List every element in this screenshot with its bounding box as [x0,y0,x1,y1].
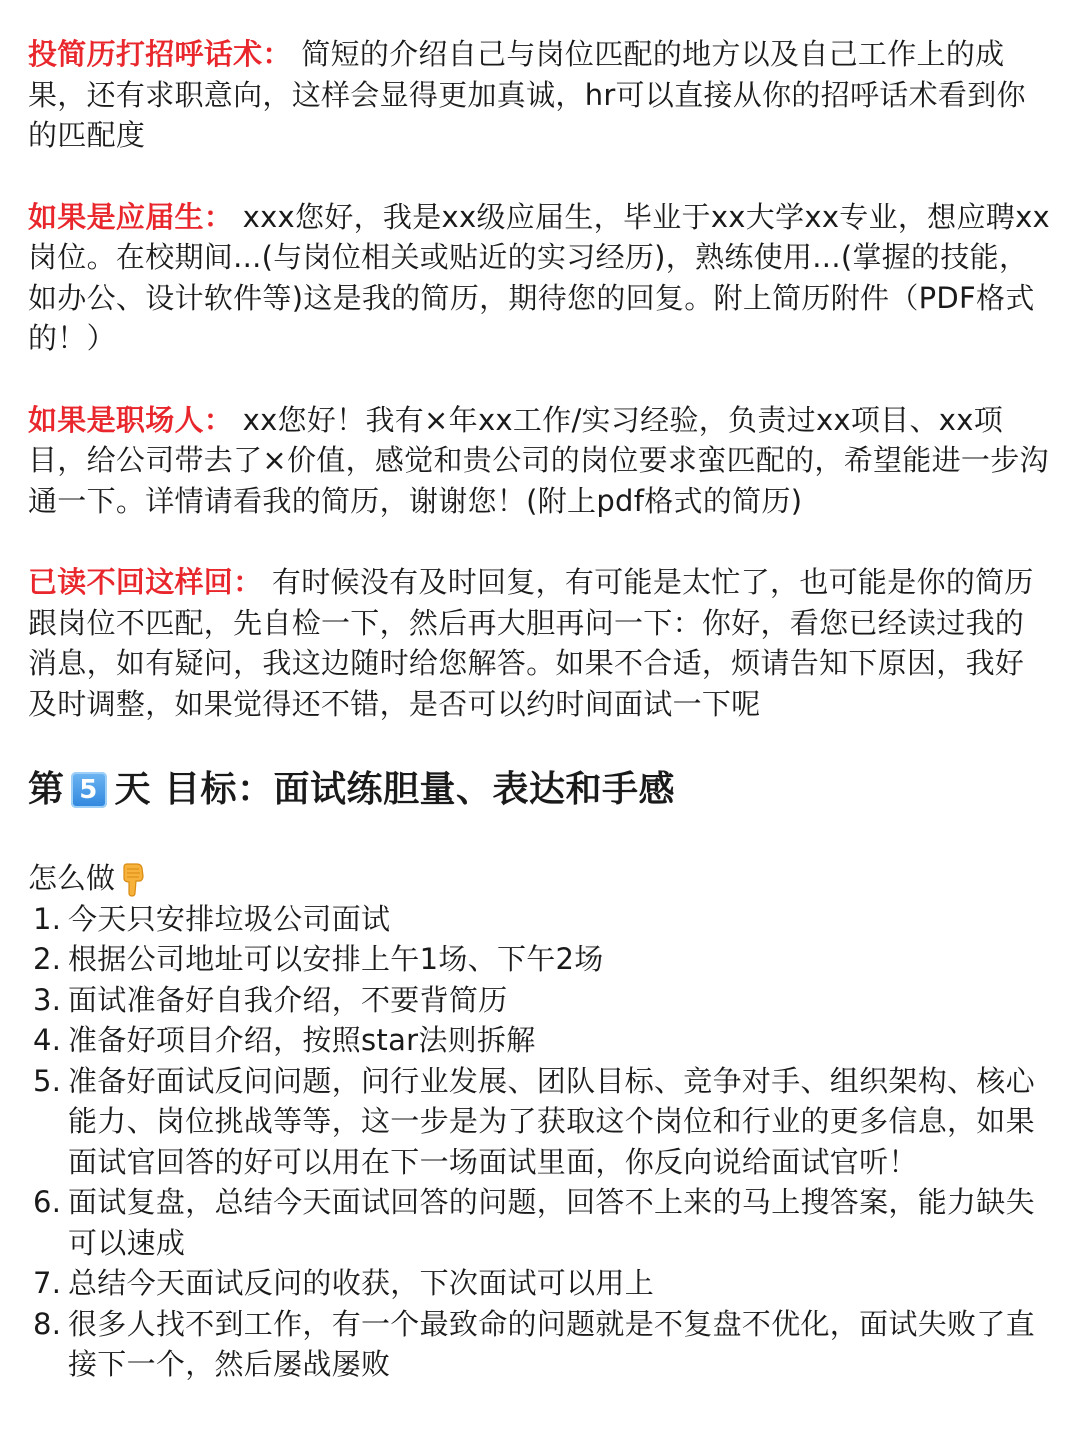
paragraph-greeting-script [28,34,1052,156]
list-item [28,939,1052,980]
list-item-number: 8. [33,1306,62,1341]
list-item-text: 总结今天面试反问的收获，下次面试可以用上 [68,1266,655,1300]
list-item-text: 面试复盘，总结今天面试回答的问题，回答不上来的马上搜答案，能力缺失可以速成 [68,1185,1035,1260]
paragraph-text: 简短的介绍自己与岗位匹配的地方以及自己工作上的成果，还有求职意向，这样会显得更加真诚，hr可以直接从你的招呼话术看到你的匹配度 [28,37,1026,152]
steps-list [28,899,1052,1385]
day-heading-prefix: 第 [28,769,65,810]
paragraph-read-no-reply [28,562,1052,724]
pointing-down-hand-icon [117,863,147,897]
keycap-number-icon: 5 [71,772,107,808]
paragraph-label: 投简历打招呼话术： [28,37,292,71]
list-item [28,1061,1052,1183]
day-heading [28,764,1052,816]
how-to-label-row [28,858,1052,899]
list-item [28,1304,1052,1385]
paragraph-label: 已读不回这样回： [28,565,263,599]
list-item-number: 2. [33,942,62,976]
list-item-text: 准备好项目介绍，按照star法则拆解 [68,1023,536,1057]
list-item-number: 6. [33,1185,62,1219]
how-to-label: 怎么做 [28,861,116,895]
list-item [28,1182,1052,1263]
list-item-text: 今天只安排垃圾公司面试 [68,901,391,936]
list-item [28,899,1052,940]
paragraph-label: 如果是应届生： [28,199,234,234]
list-item-text: 面试准备好自我介绍，不要背简历 [68,982,508,1017]
paragraph-text: xxx您好，我是xx级应届生，毕业于xx大学xx专业，想应聘xx岗位。在校期间...(与岗位相关或贴近的实习经历)，熟练使用...(掌握的技能，如办公、设计软件等)这是我的简历，期待您的回复。附上简历附件（PDF格式的！） [28,199,1051,355]
paragraph-graduate [28,197,1052,359]
list-item [28,1263,1052,1304]
day-heading-suffix: 天 目标：面试练胆量、表达和手感 [114,769,676,810]
list-item-number: 7. [33,1266,62,1300]
list-item-text: 根据公司地址可以安排上午1场、下午2场 [68,942,604,976]
paragraph-text: xx您好！我有×年xx工作/实习经验，负责过xx项目、xx项目，给公司带去了×价值，感觉和贵公司的岗位要求蛮匹配的，希望能进一步沟通一下。详情请看我的简历，谢谢您！(附上pdf格式的简历) [28,402,1049,518]
paragraph-label: 如果是职场人： [28,402,234,437]
list-item-number: 3. [33,982,62,1017]
list-item-number: 5. [33,1063,62,1098]
paragraph-professional [28,400,1052,522]
list-item-number: 4. [33,1023,62,1057]
paragraph-text: 有时候没有及时回复，有可能是太忙了，也可能是你的简历跟岗位不匹配，先自检一下，然后再大胆再问一下：你好，看您已经读过我的消息，如有疑问，我这边随时给您解答。如果不合适，烦请告知下原因，我好及时调整，如果觉得还不错，是否可以约时间面试一下呢 [28,565,1034,721]
list-item-text: 很多人找不到工作，有一个最致命的问题就是不复盘不优化，面试失败了直接下一个，然后屡战屡败 [68,1306,1035,1381]
list-item [28,980,1052,1021]
list-item-number: 1. [33,901,62,936]
list-item-text: 准备好面试反问问题，问行业发展、团队目标、竞争对手、组织架构、核心能力、岗位挑战等等，这一步是为了获取这个岗位和行业的更多信息，如果面试官回答的好可以用在下一场面试里面，你反向说给面试官听！ [68,1063,1035,1179]
list-item [28,1020,1052,1061]
